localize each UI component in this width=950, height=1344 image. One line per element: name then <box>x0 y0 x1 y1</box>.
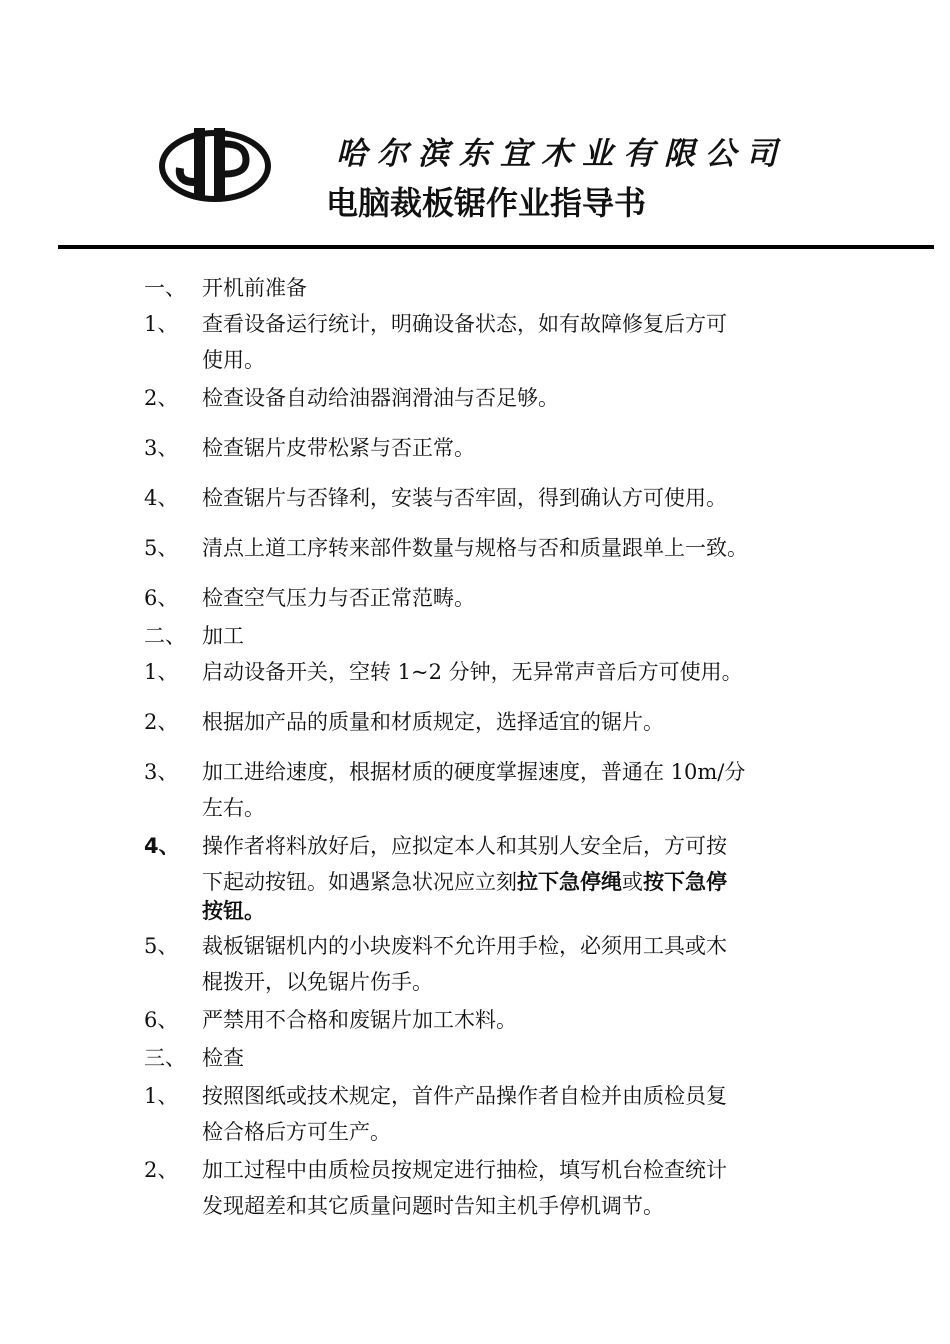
item-line <box>202 864 822 900</box>
item-text: 清点上道工序转来部件数量与规格与否和质量跟单上一致。 <box>202 536 748 560</box>
item-text-plain: 或 <box>622 870 643 894</box>
section-title: 检查 <box>202 1046 244 1070</box>
section-number: 一、 <box>144 276 186 300</box>
item-number: 5、 <box>144 934 179 958</box>
emphasis-button: 按钮。 <box>202 898 265 923</box>
item-number: 1、 <box>144 312 179 336</box>
item-number: 1、 <box>144 660 179 684</box>
item-line: 查看设备运行统计，明确设备状态，如有故障修复后方可 <box>202 312 727 336</box>
item-line: 操作者将料放好后，应拟定本人和其别人安全后，方可按 <box>202 834 727 858</box>
item-number: 4、 <box>144 834 180 858</box>
item-line: 左右。 <box>202 796 265 820</box>
item-line: 检合格后方可生产。 <box>202 1120 391 1144</box>
item-text <box>202 1078 822 1150</box>
item-line: 加工进给速度，根据材质的硬度掌握速度，普通在 10m/分 <box>202 760 746 784</box>
emphasis-press-stop: 按下急停 <box>643 869 727 894</box>
item-text: 严禁用不合格和废锯片加工木料。 <box>202 1008 517 1032</box>
item-number: 6、 <box>144 1008 179 1032</box>
item-number: 3、 <box>144 436 179 460</box>
item-text: 检查空气压力与否正常范畴。 <box>202 586 475 610</box>
item-text: 启动设备开关，空转 1~2 分钟，无异常声音后方可使用。 <box>202 660 743 684</box>
item-line: 按照图纸或技术规定，首件产品操作者自检并由质检员复 <box>202 1084 727 1108</box>
document-title: 电脑裁板锯作业指导书 <box>326 184 647 222</box>
section-title: 开机前准备 <box>202 276 307 300</box>
item-text <box>202 754 822 826</box>
item-text <box>202 828 822 922</box>
item-number: 2、 <box>144 710 179 734</box>
item-line: 发现超差和其它质量问题时告知主机手停机调节。 <box>202 1194 664 1218</box>
item-number: 2、 <box>144 1158 179 1182</box>
item-number: 5、 <box>144 536 179 560</box>
company-name: 哈尔滨东宜木业有限公司 <box>336 136 787 172</box>
item-number: 6、 <box>144 586 179 610</box>
item-number: 2、 <box>144 386 179 410</box>
item-text <box>202 928 822 1000</box>
item-text-plain: 下起动按钮。如遇紧急状况应立刻 <box>202 870 517 894</box>
item-text: 检查锯片与否锋利，安装与否牢固，得到确认方可使用。 <box>202 486 727 510</box>
section-title: 加工 <box>202 624 244 648</box>
item-line: 加工过程中由质检员按规定进行抽检，填写机台检查统计 <box>202 1158 727 1182</box>
item-number: 4、 <box>144 486 179 510</box>
item-text: 根据加产品的质量和材质规定，选择适宜的锯片。 <box>202 710 664 734</box>
item-line: 棍拨开，以免锯片伤手。 <box>202 970 433 994</box>
item-number: 3、 <box>144 760 179 784</box>
emphasis-pull-stop-rope: 拉下急停绳 <box>517 869 622 894</box>
item-text: 检查锯片皮带松紧与否正常。 <box>202 436 475 460</box>
section-number: 二、 <box>144 624 186 648</box>
item-text: 检查设备自动给油器润滑油与否足够。 <box>202 386 559 410</box>
item-line: 使用。 <box>202 348 265 372</box>
item-text <box>202 306 822 378</box>
section-number: 三、 <box>144 1046 186 1070</box>
item-text <box>202 1152 822 1224</box>
item-line: 裁板锯锯机内的小块废料不允许用手检，必须用工具或木 <box>202 934 727 958</box>
item-number: 1、 <box>144 1084 179 1108</box>
